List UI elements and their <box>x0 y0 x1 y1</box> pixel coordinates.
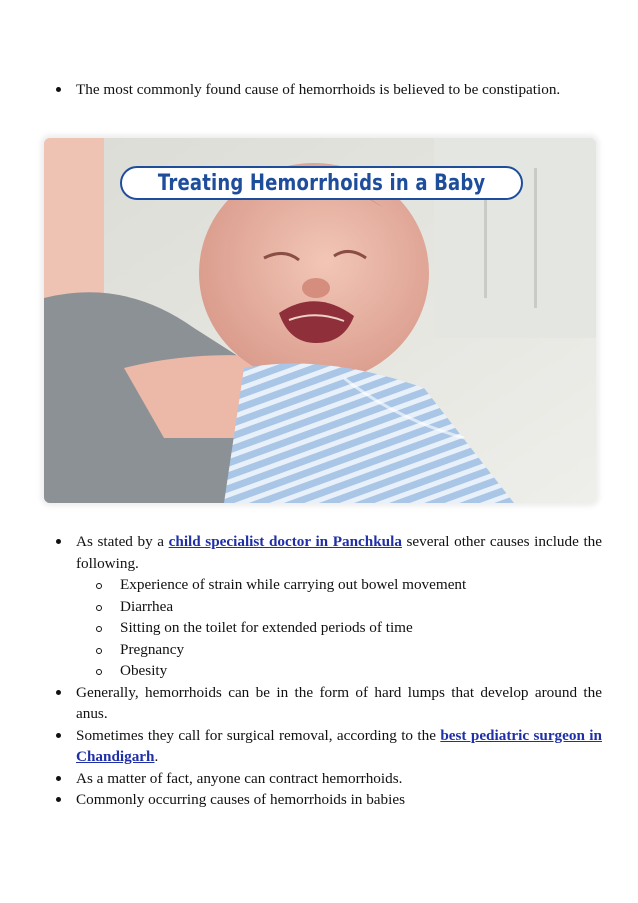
bullet-dot-icon <box>56 776 61 781</box>
list-item <box>52 725 602 768</box>
intro-bullet-list <box>52 79 602 101</box>
item1-before: As stated by a <box>76 533 169 550</box>
causes-bullet-list <box>52 531 602 811</box>
item1-after: several other causes include the following. <box>76 533 603 572</box>
circle-bullet-icon <box>96 626 102 632</box>
item5-text: Commonly occurring causes of hemorrhoids in babies <box>76 791 405 808</box>
circle-bullet-icon <box>96 605 102 611</box>
pediatric-surgeon-link[interactable]: best pediatric surgeon in Chandigarh <box>76 726 602 765</box>
sub-list-item: Sitting on the toilet for extended periods of time <box>96 617 602 639</box>
sub-causes-list <box>76 574 602 682</box>
sub-list-item: Obesity <box>96 660 602 682</box>
image-title-banner <box>120 166 523 200</box>
bullet-dot-icon <box>56 539 61 544</box>
bullet-dot-icon <box>56 797 61 802</box>
sub-list-item: Diarrhea <box>96 596 602 618</box>
item4-text: As a matter of fact, anyone can contract hemorrhoids. <box>76 769 403 787</box>
list-item <box>52 789 602 811</box>
circle-bullet-icon <box>96 648 102 654</box>
list-item <box>52 682 602 725</box>
bullet-dot-icon <box>56 690 61 695</box>
list-item <box>52 531 602 682</box>
intro-text: The most commonly found cause of hemorrhoids is believed to be constipation. <box>76 81 561 98</box>
circle-bullet-icon <box>96 669 102 675</box>
bullet-dot-icon <box>56 733 61 738</box>
item3-before: Sometimes they call for surgical removal, according to the <box>76 726 441 744</box>
image-title-text: Treating Hemorrhoids in a Baby <box>157 170 486 196</box>
baby-photo <box>44 138 596 503</box>
child-specialist-link[interactable]: child specialist doctor in Panchkula <box>168 533 402 550</box>
sub-list-item: Experience of strain while carrying out bowel movement <box>96 574 602 596</box>
item2-text: Generally, hemorrhoids can be in the form of hard lumps that develop around the anus. <box>76 683 602 722</box>
bullet-dot-icon <box>56 87 61 92</box>
item3-after: . <box>154 748 159 765</box>
list-item <box>52 768 602 790</box>
sub-list-item: Pregnancy <box>96 639 602 661</box>
circle-bullet-icon <box>96 583 102 589</box>
list-item <box>52 79 602 101</box>
